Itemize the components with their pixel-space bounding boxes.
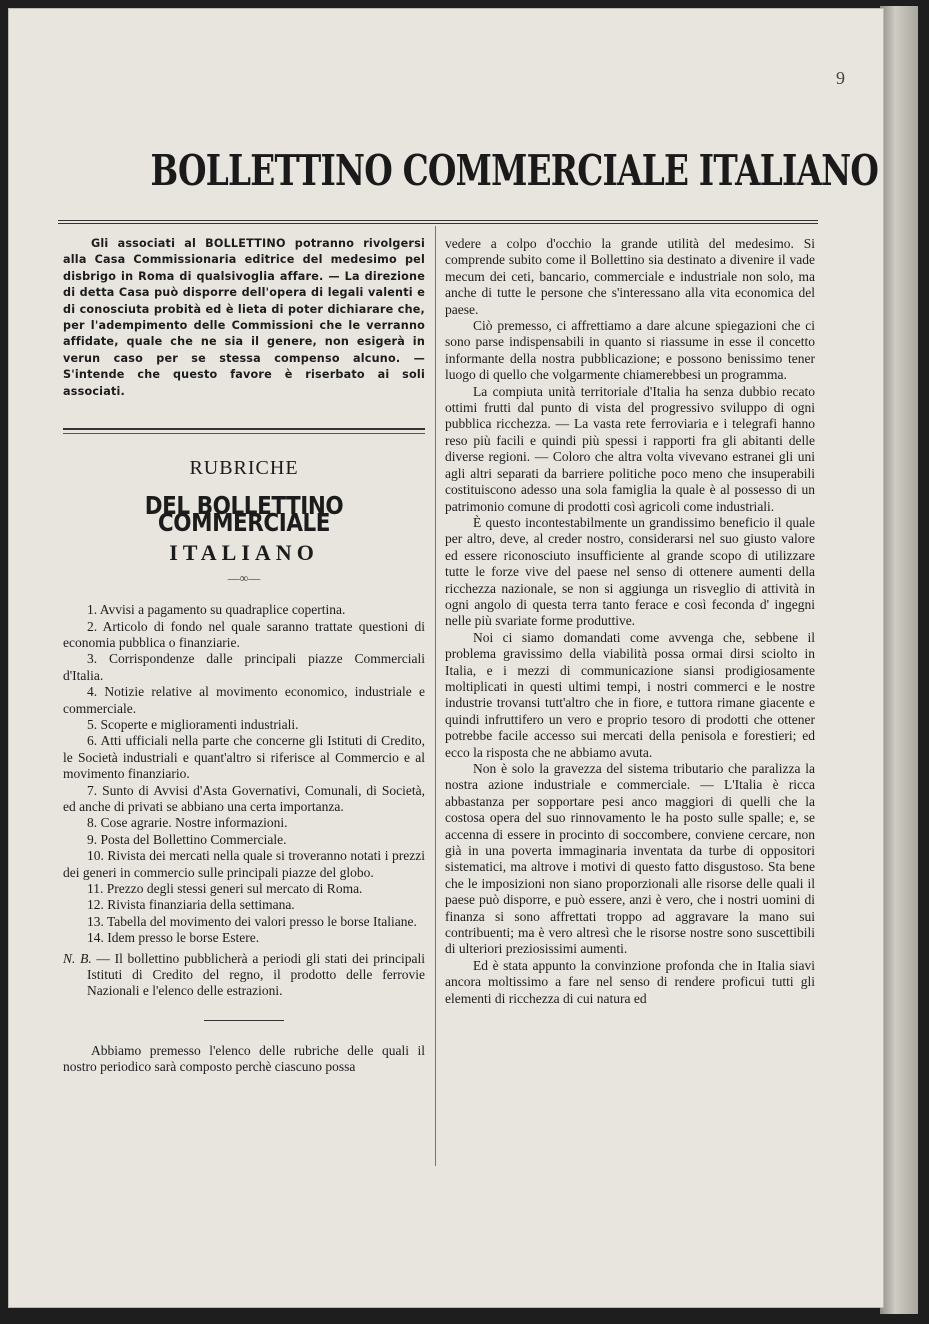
rubric-item: 12. Rivista finanziaria della settimana. [87,897,295,913]
article-paragraph: Ciò premesso, ci affrettiamo a dare alcune spiegazioni che ci sono parse indispensabili in quanto si riassume in esse il concetto informante della nostra pubblicazione; e possono benissimo tener luogo di quello che volgarmente chiamerebbesi un programma. [445,318,815,383]
article-paragraph: È questo incontestabilmente un grandissimo beneficio il quale per altro, deve, al creder nostro, considerarsi nel suo giusto valore ed essere riconosciuto insufficiente al grande scopo di utilizzare tutte le forze vive del paese nel senso di ottenere aumenti della ricchezza nazionale, se non si aggiunga un risveglio di attività in ogni angolo di questa terra tanto ferace e così feconda d' ingegni nelle più svariate forme produttive. [445,514,815,629]
article-paragraph: Non è solo la gravezza del sistema tributario che paralizza la nostra azione industriale e commerciale. — L'Italia è ricca abbastanza per sopportare pesi anco maggiori di quelli che la costosa opera del suo rinnovamento le ha posto sulle spalle; e, se accenna di essere in procinto di soccombere, conviene cercare, non già in una poverta immaginaria inventata da turbe di oppositori sistematici, ma altrove i motivi di questo fatto disgustoso. Sta bene che le imposizioni non siano proporzionali alle risorse delle quali il paese può disporre, e può essere, anzi è vero, che i nostri uomini di finanza si sono affrettati troppo ad aggravare la mano sui contribuenti; ma è vero altresì che le risorse nostre sono suscettibili di ulteriori preziosissimi aumenti. [445,761,815,957]
left-closing-paragraph: Abbiamo premesso l'elenco delle rubriche delle quali il nostro periodico sarà composto perchè ciascuno possa [63,1042,425,1075]
right-column [445,236,815,1007]
rubric-item: 2. Articolo di fondo nel quale saranno trattate questioni di economia pubblica o finanziarie. [63,618,425,650]
rubric-item: 6. Atti ufficiali nella parte che concerne gli Istituti di Credito, le Società industriali e quant'altro si riferisce al Commercio e al movimento finanziario. [63,733,425,782]
masthead-title: BOLLETTINO COMMERCIALE ITALIANO [150,146,879,195]
newspaper-page [8,8,884,1308]
rubriche-name: ITALIANO [169,540,319,566]
rubric-item: 3. Corrispondenze dalle principali piazze Commerciali d'Italia. [63,651,425,683]
page-number: 9 [836,68,845,88]
article-paragraph: Ed è stata appunto la convinzione profonda che in Italia siavi ancora moltissimo a fare nel senso di rendere proficui tutti gli elementi di ricchezza di cui natura ed [445,957,815,1006]
page-edge [880,6,918,1314]
column-divider [435,226,436,1166]
nb-text: — Il bollettino pubblicherà a periodi gli stati dei principali Istituti di Credito del regno, il prodotto delle ferrovie Nazionali e l'elenco delle estrazioni. [87,950,425,999]
nota-bene [63,951,425,1000]
rubriche-subtitle: DEL BOLLETTINO COMMERCIALE [144,491,344,537]
article-paragraph: vedere a colpo d'occhio la grande utilità del medesimo. Si comprende subito come il Bollettino sia destinato a divenire il vade mecum dei ceti, bancario, commerciale e industriale non solo, ma anche di tutte le persone che s'interessano alla vita economica del paese. [445,236,815,317]
ornament-divider: —∞— [227,570,261,585]
rubric-item: 13. Tabella del movimento dei valori presso le borse Italiane. [87,913,417,929]
rubric-item: 5. Scoperte e miglioramenti industriali. [87,716,299,732]
left-column [63,236,425,1076]
rubric-item: 4. Notizie relative al movimento economico, industriale e commerciale. [63,684,425,716]
rubriche-title: RUBRICHE [189,457,299,480]
rubric-item: 1. Avvisi a pagamento su quadraplice copertina. [87,602,346,618]
rubric-item: 11. Prezzo degli stessi generi sul mercato di Roma. [87,881,363,896]
rubric-list [63,602,425,947]
article-paragraph: La compiuta unità territoriale d'Italia ha senza dubbio recato ottimi frutti dal punto di vista del progressivo sviluppo di ogni pubblica ricchezza. — La vasta rete ferroviaria e i telegrafi hanno reso più facili e quindi più spessi i rapporti fra gli abitanti delle diverse regioni. — Coloro che altra volta vivevano estranei gli uni agli altri separati da barriere politiche poco meno che insuperabili costituiscono adesso una sola famiglia la quale è al possesso di un patrimonio comune di prodotti così agricoli come industriali. [445,383,815,514]
short-rule [204,1020,284,1021]
rubric-item: 7. Sunto di Avvisi d'Asta Governativi, Comunali, di Società, ed anche di privati se abbiano una certa importanza. [63,782,425,814]
rubric-item: 8. Cose agrarie. Nostre informazioni. [87,815,288,831]
masthead-rule [58,220,818,224]
article-paragraph: Noi ci siamo domandati come avvenga che, sebbene il problema gravissimo della viabilità possa ormai dirsi sciolto in Italia, e i mezzi di communicazione siansi prodigiosamente moltiplicati in questi ultimi tempi, i nostri commerci e le nostre industrie trovansi tutt'altro che in fiore, e tuttora rimane giacente e quindi infruttifero un vero e proprio tesoro di prodotti che ottener potrebbe facile accesso sui mercati della penisola e forestieri; ed ecco la risposta che ne abbiamo avuta. [445,629,815,760]
section-rule [63,428,425,434]
nb-label: N. B. [63,950,92,966]
rubric-item: 9. Posta del Bollettino Commerciale. [87,831,287,847]
associates-notice [63,236,425,400]
notice-text: Gli associati al BOLLETTINO potranno rivolgersi alla Casa Commissionaria editrice del medesimo pel disbrigo in Roma di qualsivoglia affare. — La direzione di detta Casa può disporre dell'opera di legali valenti e di conosciuta probità ed è lieta di poter dichiarare che, per l'adempimento delle Commissioni che le verranno affidate, quale che ne sia il genere, non esigerà in verun caso per se stessa compenso alcuno. — S'intende che questo favore è riserbato ai soli associati. [63,237,425,398]
rubric-item: 14. Idem presso le borse Estere. [87,930,260,946]
rubric-item: 10. Rivista dei mercati nella quale si troveranno notati i prezzi dei generi in commercio sulle principali piazze del globo. [63,848,425,880]
